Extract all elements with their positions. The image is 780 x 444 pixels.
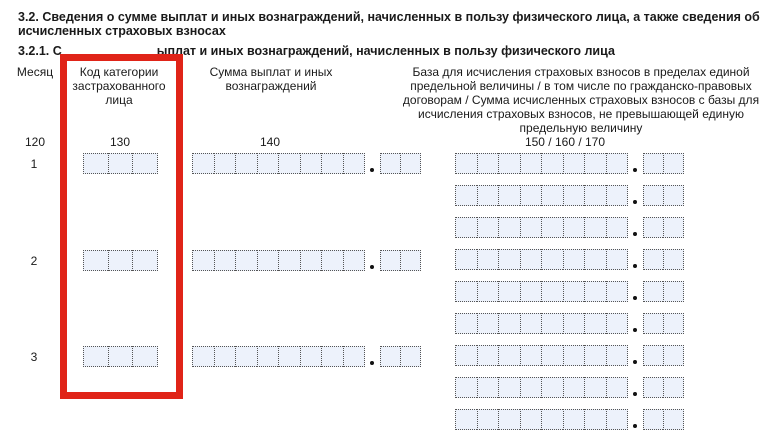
payments-kopecks-field[interactable] xyxy=(380,250,421,271)
base-kopecks-field[interactable] xyxy=(643,249,684,270)
input-cell[interactable] xyxy=(563,153,585,174)
input-cell[interactable] xyxy=(606,281,629,302)
input-cell[interactable] xyxy=(477,185,499,206)
input-cell[interactable] xyxy=(663,153,684,174)
base-rubles-field[interactable] xyxy=(455,185,628,206)
decimal-point xyxy=(633,296,637,300)
input-cell[interactable] xyxy=(400,346,421,367)
input-cell[interactable] xyxy=(455,313,477,334)
input-cell[interactable] xyxy=(343,153,366,174)
decimal-point xyxy=(633,392,637,396)
input-cell[interactable] xyxy=(541,345,563,366)
input-cell[interactable] xyxy=(643,345,663,366)
input-cell[interactable] xyxy=(498,409,520,430)
input-cell[interactable] xyxy=(520,153,542,174)
input-cell[interactable] xyxy=(321,250,343,271)
input-cell[interactable] xyxy=(606,409,629,430)
input-cell[interactable] xyxy=(235,250,257,271)
input-cell[interactable] xyxy=(257,346,279,367)
input-cell[interactable] xyxy=(584,345,606,366)
base-rubles-field[interactable] xyxy=(455,345,628,366)
input-cell[interactable] xyxy=(498,377,520,398)
input-cell[interactable] xyxy=(541,377,563,398)
input-cell[interactable] xyxy=(498,313,520,334)
decimal-point xyxy=(370,168,374,172)
input-cell[interactable] xyxy=(498,217,520,238)
input-cell[interactable] xyxy=(563,185,585,206)
month-label: 2 xyxy=(30,254,38,268)
input-cell[interactable] xyxy=(380,153,400,174)
input-cell[interactable] xyxy=(606,217,629,238)
input-cell[interactable] xyxy=(584,153,606,174)
decimal-point xyxy=(633,200,637,204)
input-cell[interactable] xyxy=(455,281,477,302)
input-cell[interactable] xyxy=(343,250,366,271)
base-rubles-field[interactable] xyxy=(455,217,628,238)
decimal-point xyxy=(633,424,637,428)
subsection-title-suffix: ыплат и иных вознаграждений, начисленных в пользу физического лица xyxy=(156,44,615,58)
input-cell[interactable] xyxy=(663,185,684,206)
input-cell[interactable] xyxy=(192,153,214,174)
month-label: 1 xyxy=(30,157,38,171)
input-cell[interactable] xyxy=(563,409,585,430)
input-cell[interactable] xyxy=(584,313,606,334)
input-cell[interactable] xyxy=(520,281,542,302)
input-cell[interactable] xyxy=(300,250,322,271)
input-cell[interactable] xyxy=(663,217,684,238)
input-cell[interactable] xyxy=(520,185,542,206)
input-cell[interactable] xyxy=(643,153,663,174)
input-cell[interactable] xyxy=(498,249,520,270)
input-cell[interactable] xyxy=(455,409,477,430)
payments-rubles-field[interactable] xyxy=(192,153,365,174)
input-cell[interactable] xyxy=(455,377,477,398)
input-cell[interactable] xyxy=(643,185,663,206)
input-cell[interactable] xyxy=(520,377,542,398)
category-header: Код категории застрахованного лица xyxy=(72,65,166,107)
input-cell[interactable] xyxy=(477,153,499,174)
input-cell[interactable] xyxy=(584,217,606,238)
input-cell[interactable] xyxy=(606,185,629,206)
base-kopecks-field[interactable] xyxy=(643,153,684,174)
base-rubles-field[interactable] xyxy=(455,153,628,174)
input-cell[interactable] xyxy=(563,281,585,302)
input-cell[interactable] xyxy=(477,409,499,430)
input-cell[interactable] xyxy=(321,153,343,174)
input-cell[interactable] xyxy=(257,153,279,174)
input-cell[interactable] xyxy=(606,153,629,174)
month-label: 3 xyxy=(30,350,38,364)
decimal-point xyxy=(633,328,637,332)
input-cell[interactable] xyxy=(643,313,663,334)
input-cell[interactable] xyxy=(541,249,563,270)
input-cell[interactable] xyxy=(563,377,585,398)
input-cell[interactable] xyxy=(643,249,663,270)
input-cell[interactable] xyxy=(455,345,477,366)
base-rubles-field[interactable] xyxy=(455,409,628,430)
input-cell[interactable] xyxy=(455,217,477,238)
input-cell[interactable] xyxy=(278,250,300,271)
input-cell[interactable] xyxy=(663,377,684,398)
input-cell[interactable] xyxy=(321,346,343,367)
input-cell[interactable] xyxy=(380,346,400,367)
base-code: 150 / 160 / 170 xyxy=(524,135,606,149)
input-cell[interactable] xyxy=(584,377,606,398)
input-cell[interactable] xyxy=(214,346,236,367)
input-cell[interactable] xyxy=(584,185,606,206)
payments-header: Сумма выплат и иных вознаграждений xyxy=(209,65,333,93)
input-cell[interactable] xyxy=(300,153,322,174)
input-cell[interactable] xyxy=(380,250,400,271)
input-cell[interactable] xyxy=(520,313,542,334)
input-cell[interactable] xyxy=(498,281,520,302)
input-cell[interactable] xyxy=(455,153,477,174)
input-cell[interactable] xyxy=(477,281,499,302)
base-kopecks-field[interactable] xyxy=(643,409,684,430)
input-cell[interactable] xyxy=(477,217,499,238)
payments-kopecks-field[interactable] xyxy=(380,153,421,174)
input-cell[interactable] xyxy=(257,250,279,271)
input-cell[interactable] xyxy=(541,281,563,302)
payments-rubles-field[interactable] xyxy=(192,250,365,271)
input-cell[interactable] xyxy=(563,313,585,334)
payments-rubles-field[interactable] xyxy=(192,346,365,367)
input-cell[interactable] xyxy=(541,313,563,334)
month-header: Месяц xyxy=(16,65,54,79)
input-cell[interactable] xyxy=(455,185,477,206)
input-cell[interactable] xyxy=(643,281,663,302)
base-rubles-field[interactable] xyxy=(455,249,628,270)
base-header: База для исчисления страховых взносов в пределах единой предельной величины / в том числе по гражданско-правовых договорам / Сумма исчисленных страховых взносов с базы для исчисления страховых взносов, не превышающей единую предельную величину xyxy=(402,65,760,135)
decimal-point xyxy=(633,264,637,268)
subsection-title-prefix: 3.2.1. С xyxy=(18,44,62,58)
input-cell[interactable] xyxy=(520,409,542,430)
input-cell[interactable] xyxy=(606,249,629,270)
input-cell[interactable] xyxy=(343,346,366,367)
input-cell[interactable] xyxy=(563,249,585,270)
decimal-point xyxy=(370,361,374,365)
base-kopecks-field[interactable] xyxy=(643,217,684,238)
decimal-point xyxy=(633,232,637,236)
input-cell[interactable] xyxy=(541,409,563,430)
input-cell[interactable] xyxy=(477,313,499,334)
base-rubles-field[interactable] xyxy=(455,377,628,398)
input-cell[interactable] xyxy=(663,409,684,430)
base-rubles-field[interactable] xyxy=(455,281,628,302)
input-cell[interactable] xyxy=(477,249,499,270)
base-rubles-field[interactable] xyxy=(455,313,628,334)
input-cell[interactable] xyxy=(477,377,499,398)
input-cell[interactable] xyxy=(541,185,563,206)
input-cell[interactable] xyxy=(584,281,606,302)
input-cell[interactable] xyxy=(214,153,236,174)
input-cell[interactable] xyxy=(214,250,236,271)
input-cell[interactable] xyxy=(606,313,629,334)
input-cell[interactable] xyxy=(498,185,520,206)
input-cell[interactable] xyxy=(563,345,585,366)
input-cell[interactable] xyxy=(663,345,684,366)
input-cell[interactable] xyxy=(235,153,257,174)
input-cell[interactable] xyxy=(455,249,477,270)
input-cell[interactable] xyxy=(477,345,499,366)
input-cell[interactable] xyxy=(520,249,542,270)
category-code: 130 xyxy=(109,135,131,149)
base-kopecks-field[interactable] xyxy=(643,345,684,366)
input-cell[interactable] xyxy=(400,153,421,174)
input-cell[interactable] xyxy=(606,377,629,398)
input-cell[interactable] xyxy=(643,409,663,430)
month-code: 120 xyxy=(24,135,46,149)
section-title: 3.2. Сведения о сумме выплат и иных вознаграждений, начисленных в пользу физического лица, а также сведения об исчисленных страховых взносах xyxy=(18,10,760,38)
input-cell[interactable] xyxy=(192,346,214,367)
input-cell[interactable] xyxy=(300,346,322,367)
input-cell[interactable] xyxy=(235,346,257,367)
input-cell[interactable] xyxy=(663,249,684,270)
input-cell[interactable] xyxy=(663,281,684,302)
payments-code: 140 xyxy=(259,135,281,149)
input-cell[interactable] xyxy=(584,409,606,430)
input-cell[interactable] xyxy=(278,346,300,367)
input-cell[interactable] xyxy=(400,250,421,271)
base-kopecks-field[interactable] xyxy=(643,313,684,334)
input-cell[interactable] xyxy=(643,217,663,238)
base-kopecks-field[interactable] xyxy=(643,185,684,206)
base-kopecks-field[interactable] xyxy=(643,377,684,398)
input-cell[interactable] xyxy=(498,345,520,366)
input-cell[interactable] xyxy=(192,250,214,271)
payments-kopecks-field[interactable] xyxy=(380,346,421,367)
input-cell[interactable] xyxy=(520,345,542,366)
input-cell[interactable] xyxy=(278,153,300,174)
input-cell[interactable] xyxy=(606,345,629,366)
decimal-point xyxy=(370,265,374,269)
highlight-frame xyxy=(60,54,183,399)
input-cell[interactable] xyxy=(584,249,606,270)
base-kopecks-field[interactable] xyxy=(643,281,684,302)
input-cell[interactable] xyxy=(498,153,520,174)
input-cell[interactable] xyxy=(520,217,542,238)
input-cell[interactable] xyxy=(541,153,563,174)
input-cell[interactable] xyxy=(643,377,663,398)
input-cell[interactable] xyxy=(663,313,684,334)
input-cell[interactable] xyxy=(563,217,585,238)
decimal-point xyxy=(633,360,637,364)
decimal-point xyxy=(633,168,637,172)
input-cell[interactable] xyxy=(541,217,563,238)
